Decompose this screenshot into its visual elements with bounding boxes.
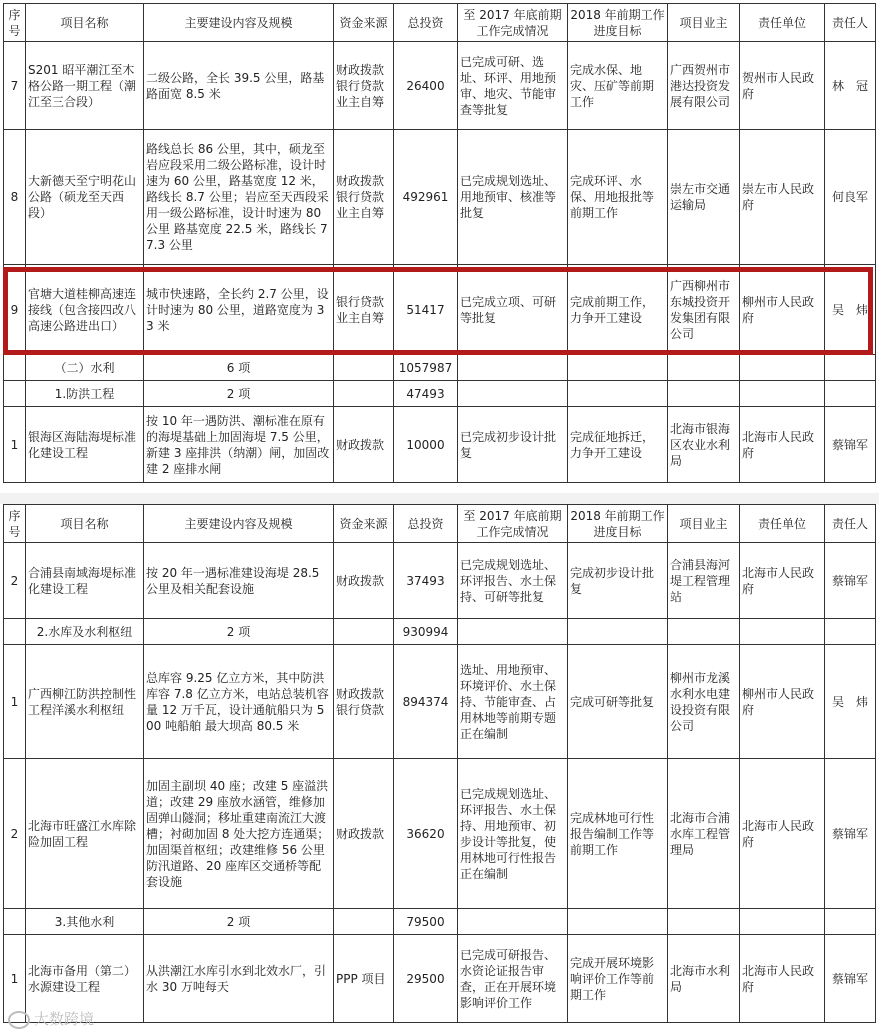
cell-done: 已完成规划选址、用地预审、核准等批复 bbox=[458, 130, 568, 265]
cell-no: 1 bbox=[4, 645, 26, 759]
cell-owner: 北海市银海区农业水利局 bbox=[668, 407, 740, 483]
cell-content: 总库容 9.25 亿立方米，其中防洪库容 7.8 亿立方米，电站总装机容量 12 万千瓦，设计通航船只为 500 吨船舶 最大坝高 80.5 米 bbox=[144, 645, 334, 759]
cell-goal: 完成水保、地灾、压矿等前期工作 bbox=[568, 42, 668, 130]
cell-no: 7 bbox=[4, 42, 26, 130]
col-header-unit: 责任单位 bbox=[740, 4, 825, 42]
cell-goal: 完成可研等批复 bbox=[568, 645, 668, 759]
col-header-fund: 资金来源 bbox=[334, 4, 394, 42]
col-header-content: 主要建设内容及规模 bbox=[144, 505, 334, 543]
cell-unit: 柳州市人民政府 bbox=[740, 265, 825, 355]
cell-owner: 北海市水利局 bbox=[668, 935, 740, 1023]
cell-owner: 合浦县海河堤工程管理站 bbox=[668, 543, 740, 619]
cell-unit: 北海市人民政府 bbox=[740, 935, 825, 1023]
cell-fund: 银行贷款业主自筹 bbox=[334, 265, 394, 355]
subsection-label: 3.其他水利 bbox=[26, 909, 144, 935]
cell-owner: 柳州市龙溪水利水电建设投资有限公司 bbox=[668, 645, 740, 759]
col-header-goal2018: 2018 年前期工作进度目标 bbox=[568, 4, 668, 42]
col-header-content: 主要建设内容及规模 bbox=[144, 4, 334, 42]
cell-goal: 完成征地拆迁，力争开工建设 bbox=[568, 407, 668, 483]
col-header-fund: 资金来源 bbox=[334, 505, 394, 543]
section-label: （二）水利 bbox=[26, 355, 144, 381]
cell-owner: 广西贺州市港达投资发展有限公司 bbox=[668, 42, 740, 130]
subsection-row-flood bbox=[4, 381, 876, 407]
cell-no: 9 bbox=[4, 265, 26, 355]
cell-owner: 崇左市交通运输局 bbox=[668, 130, 740, 265]
section-row-water bbox=[4, 355, 876, 381]
table-row-highlighted bbox=[4, 265, 876, 355]
table-row bbox=[4, 543, 876, 619]
cell-name: 合浦县南域海堤标准化建设工程 bbox=[26, 543, 144, 619]
cell-content: 加固主副坝 40 座；改建 5 座溢洪道；改建 29 座放水涵管，维修加固弹山隧洞；移址重建南流江大渡槽；衬砌加固 8 处大挖方连通渠；加固渠首枢纽；改建维修 56 公里防汛道路、20 座库区交通桥等配套设施 bbox=[144, 759, 334, 909]
cell-fund: 财政拨款 bbox=[334, 543, 394, 619]
page-gap bbox=[0, 493, 879, 504]
cell-no: 2 bbox=[4, 759, 26, 909]
table-row bbox=[4, 407, 876, 483]
cell-unit: 柳州市人民政府 bbox=[740, 645, 825, 759]
subsection-label: 2.水库及水利枢纽 bbox=[26, 619, 144, 645]
cell-unit: 贺州市人民政府 bbox=[740, 42, 825, 130]
cell-invest: 29500 bbox=[394, 935, 458, 1023]
cell-content: 二级公路，全长 39.5 公里，路基路面宽 8.5 米 bbox=[144, 42, 334, 130]
table-row bbox=[4, 935, 876, 1023]
subsection-row-other bbox=[4, 909, 876, 935]
table-header-row bbox=[4, 505, 876, 543]
cell-done: 已完成规划选址、环评报告、水土保持、可研等批复 bbox=[458, 543, 568, 619]
table-row bbox=[4, 42, 876, 130]
table-row bbox=[4, 130, 876, 265]
subsection-count: 2 项 bbox=[144, 619, 334, 645]
cell-name: 官塘大道桂柳高速连接线（包含接四改八高速公路进出口） bbox=[26, 265, 144, 355]
cell-person: 蔡锦军 bbox=[825, 543, 876, 619]
cell-invest: 894374 bbox=[394, 645, 458, 759]
cell-invest: 51417 bbox=[394, 265, 458, 355]
cell-name: 广西柳江防洪控制性工程洋溪水利枢纽 bbox=[26, 645, 144, 759]
col-header-invest: 总投资 bbox=[394, 505, 458, 543]
cell-no: 1 bbox=[4, 407, 26, 483]
cell-no: 2 bbox=[4, 543, 26, 619]
col-header-no: 序号 bbox=[4, 4, 26, 42]
cell-fund: 财政拨款银行贷款业主自筹 bbox=[334, 42, 394, 130]
cell-no: 1 bbox=[4, 935, 26, 1023]
subsection-invest: 930994 bbox=[394, 619, 458, 645]
cell-done: 已完成规划选址、环评报告、水土保持、用地预审、初步设计等批复，使用林地可行性报告正在编制 bbox=[458, 759, 568, 909]
cell-done: 已完成立项、可研等批复 bbox=[458, 265, 568, 355]
cell-invest: 36620 bbox=[394, 759, 458, 909]
col-header-name: 项目名称 bbox=[26, 505, 144, 543]
cell-person: 吴 炜 bbox=[825, 265, 876, 355]
subsection-label: 1.防洪工程 bbox=[26, 381, 144, 407]
cell-person: 林 冠 bbox=[825, 42, 876, 130]
cell-name: 银海区海陆海堤标准化建设工程 bbox=[26, 407, 144, 483]
cell-content: 从洪潮江水库引水到北效水厂，引水 30 万吨每天 bbox=[144, 935, 334, 1023]
cell-fund: PPP 项目 bbox=[334, 935, 394, 1023]
subsection-invest: 79500 bbox=[394, 909, 458, 935]
cell-goal: 完成环评、水保、用地报批等前期工作 bbox=[568, 130, 668, 265]
subsection-count: 2 项 bbox=[144, 381, 334, 407]
col-header-unit: 责任单位 bbox=[740, 505, 825, 543]
watermark-text: 大数跨境 bbox=[34, 1010, 95, 1028]
project-table-bottom bbox=[3, 504, 876, 1023]
table-row bbox=[4, 759, 876, 909]
subsection-row-reservoir bbox=[4, 619, 876, 645]
cell-unit: 北海市人民政府 bbox=[740, 759, 825, 909]
cell-done: 已完成可研、选址、环评、用地预审、地灾、节能审查等批复 bbox=[458, 42, 568, 130]
section-invest: 1057987 bbox=[394, 355, 458, 381]
cell-name: 大新德天至宁明花山公路（硕龙至天西段） bbox=[26, 130, 144, 265]
col-header-done2017: 至 2017 年底前期工作完成情况 bbox=[458, 4, 568, 42]
cell-name: 北海市旺盛江水库除险加固工程 bbox=[26, 759, 144, 909]
table-row bbox=[4, 645, 876, 759]
cell-person: 蔡锦军 bbox=[825, 407, 876, 483]
cell-invest: 10000 bbox=[394, 407, 458, 483]
col-header-owner: 项目业主 bbox=[668, 4, 740, 42]
cell-goal: 完成开展环境影响评价工作等前期工作 bbox=[568, 935, 668, 1023]
cell-content: 路线总长 86 公里，其中，硕龙至岩应段采用二级公路标准，设计时速为 60 公里，路基宽度 12 米，路线长 8.7 公里；岩应至天西段采用一级公路标准，设计时速为 80 公里 路基宽度 22.5 米，路线长 77.3 公里 bbox=[144, 130, 334, 265]
cell-no: 8 bbox=[4, 130, 26, 265]
cell-person: 吴 炜 bbox=[825, 645, 876, 759]
cell-content: 按 20 年一遇标准建设海堤 28.5 公里及相关配套设施 bbox=[144, 543, 334, 619]
cell-done: 已完成初步设计批复 bbox=[458, 407, 568, 483]
col-header-name: 项目名称 bbox=[26, 4, 144, 42]
cell-name: S201 昭平潮江至木格公路一期工程（潮江至三合段） bbox=[26, 42, 144, 130]
cell-goal: 完成林地可行性报告编制工作等前期工作 bbox=[568, 759, 668, 909]
cell-content: 城市快速路，全长约 2.7 公里，设计时速为 80 公里，道路宽度为 33 米 bbox=[144, 265, 334, 355]
col-header-owner: 项目业主 bbox=[668, 505, 740, 543]
col-header-person: 责任人 bbox=[825, 505, 876, 543]
col-header-invest: 总投资 bbox=[394, 4, 458, 42]
cell-unit: 北海市人民政府 bbox=[740, 543, 825, 619]
cell-person: 何良军 bbox=[825, 130, 876, 265]
cell-done: 已完成可研报告、水资论证报告审查，正在开展环境影响评价工作 bbox=[458, 935, 568, 1023]
watermark-logo-icon bbox=[8, 1011, 30, 1029]
cell-content: 按 10 年一遇防洪、潮标准在原有的海堤基础上加固海堤 7.5 公里，新建 3 座排洪（纳潮）闸，加固改建 2 座排水闸 bbox=[144, 407, 334, 483]
cell-unit: 北海市人民政府 bbox=[740, 407, 825, 483]
cell-fund: 财政拨款 bbox=[334, 759, 394, 909]
section-count: 6 项 bbox=[144, 355, 334, 381]
cell-fund: 财政拨款银行贷款 bbox=[334, 645, 394, 759]
cell-goal: 完成初步设计批复 bbox=[568, 543, 668, 619]
cell-invest: 37493 bbox=[394, 543, 458, 619]
project-table-top bbox=[3, 3, 876, 483]
cell-invest: 492961 bbox=[394, 130, 458, 265]
col-header-no: 序号 bbox=[4, 505, 26, 543]
col-header-done2017: 至 2017 年底前期工作完成情况 bbox=[458, 505, 568, 543]
cell-name: 北海市备用（第二）水源建设工程 bbox=[26, 935, 144, 1023]
cell-goal: 完成前期工作，力争开工建设 bbox=[568, 265, 668, 355]
subsection-invest: 47493 bbox=[394, 381, 458, 407]
col-header-person: 责任人 bbox=[825, 4, 876, 42]
watermark bbox=[8, 1008, 94, 1029]
cell-owner: 广西柳州市东城投资开发集团有限公司 bbox=[668, 265, 740, 355]
cell-person: 蔡锦军 bbox=[825, 935, 876, 1023]
cell-unit: 崇左市人民政府 bbox=[740, 130, 825, 265]
cell-fund: 财政拨款 bbox=[334, 407, 394, 483]
cell-owner: 北海市合浦水库工程管理局 bbox=[668, 759, 740, 909]
cell-fund: 财政拨款银行贷款业主自筹 bbox=[334, 130, 394, 265]
subsection-count: 2 项 bbox=[144, 909, 334, 935]
cell-person: 蔡锦军 bbox=[825, 759, 876, 909]
col-header-goal2018: 2018 年前期工作进度目标 bbox=[568, 505, 668, 543]
table-header-row bbox=[4, 4, 876, 42]
cell-done: 选址、用地预审、环境评价、水土保持、节能审查、占用林地等前期专题正在编制 bbox=[458, 645, 568, 759]
cell-invest: 26400 bbox=[394, 42, 458, 130]
